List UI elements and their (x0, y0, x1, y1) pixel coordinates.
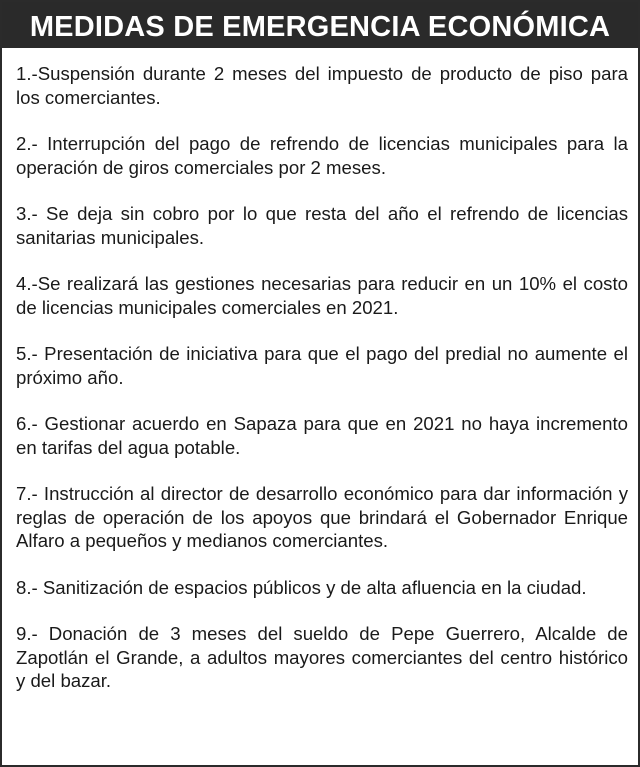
measure-item-6: 6.- Gestionar acuerdo en Sapaza para que en 2021 no haya incremento en tarifas del agua potable. (16, 413, 628, 458)
measure-item-5: 5.- Presentación de iniciativa para que el pago del predial no aumente el próximo año. (16, 343, 628, 388)
panel-title: MEDIDAS DE EMERGENCIA ECONÓMICA (2, 2, 638, 48)
measure-item-8: 8.- Sanitización de espacios públicos y de alta afluencia en la ciudad. (16, 576, 587, 598)
measure-item-9: 9.- Donación de 3 meses del sueldo de Pepe Guerrero, Alcalde de Zapotlán el Grande, a adultos mayores comerciantes del centro histórico y del bazar. (16, 623, 628, 691)
measure-item-1: 1.-Suspensión durante 2 meses del impuesto de producto de piso para los comerciantes. (16, 63, 628, 108)
measure-item-7: 7.- Instrucción al director de desarrollo económico para dar información y reglas de operación de los apoyos que brindará el Gobernador Enrique Alfaro a pequeños y medianos comerciantes. (16, 483, 628, 551)
measures-list (16, 62, 628, 716)
measure-item-2: 2.- Interrupción del pago de refrendo de licencias municipales para la operación de giros comerciales por 2 meses. (16, 133, 628, 178)
measure-item-4: 4.-Se realizará las gestiones necesarias para reducir en un 10% el costo de licencias municipales comerciales en 2021. (16, 273, 628, 318)
measure-item-3: 3.- Se deja sin cobro por lo que resta del año el refrendo de licencias sanitarias municipales. (16, 203, 628, 248)
